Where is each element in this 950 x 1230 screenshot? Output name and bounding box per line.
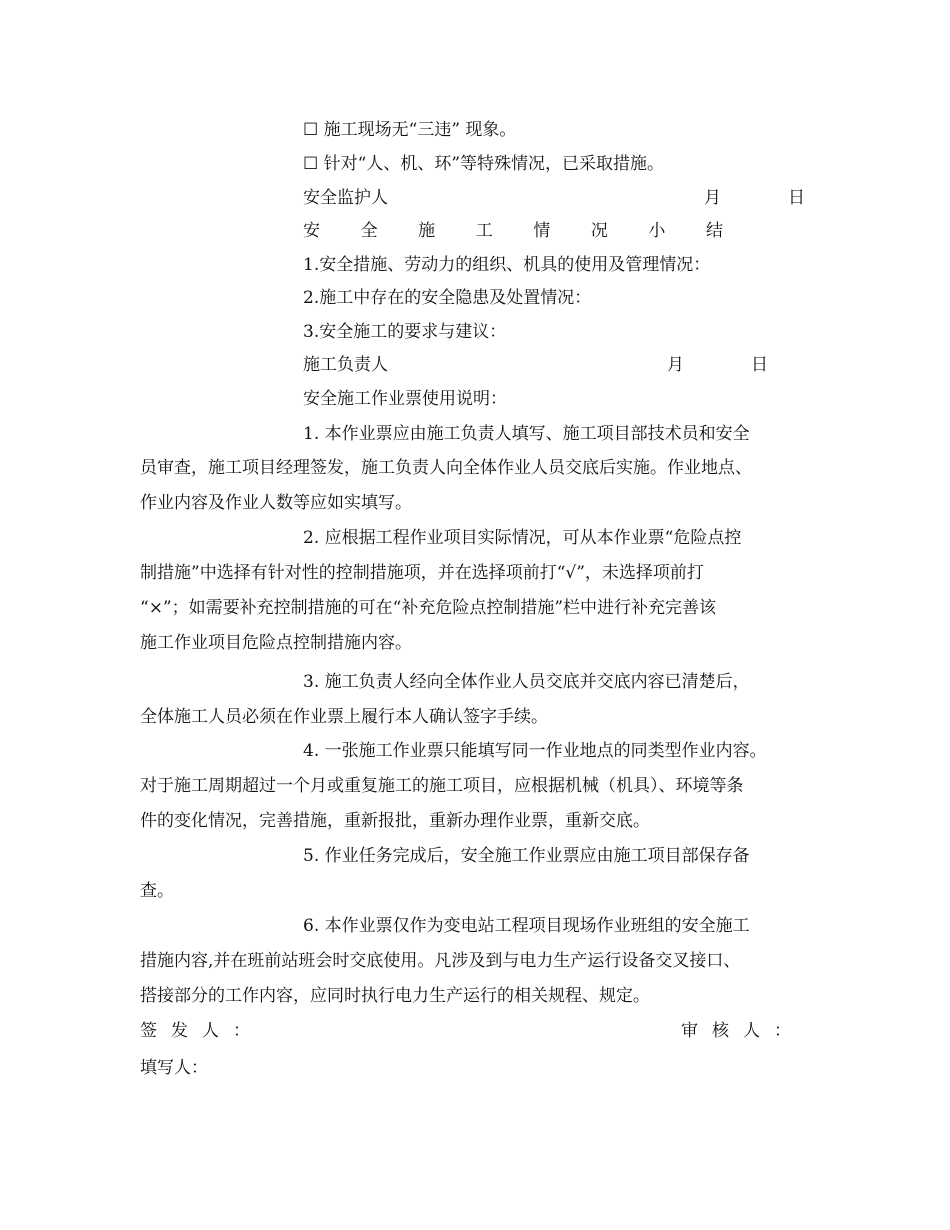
instructions-heading: 安全施工作业票使用说明： xyxy=(303,389,507,409)
summary-title-char: 全 xyxy=(360,221,378,241)
summary-item: 2.施工中存在的安全隐患及处置情况： xyxy=(303,288,592,308)
filler-label: 填写人： xyxy=(140,1058,208,1078)
summary-title-char: 结 xyxy=(705,221,723,241)
checklist-item-special-measures: ☐ 针对“人、机、环”等特殊情况，已采取措施。 xyxy=(303,154,665,174)
summary-title-char: 况 xyxy=(590,221,608,241)
instruction-line: 全体施工人员必须在作业票上履行本人确认签字手续。 xyxy=(140,707,548,727)
instruction-line: 查。 xyxy=(140,881,174,901)
instruction-line: 2. 应根据工程作业项目实际情况，可从本作业票“危险点控 xyxy=(303,528,742,548)
instruction-line: 搭接部分的工作内容，应同时执行电力生产运行的相关规程、规定。 xyxy=(140,986,650,1006)
summary-item: 3.安全施工的要求与建议： xyxy=(303,322,507,342)
leader-day: 日 xyxy=(751,355,768,375)
summary-title-char: 安 xyxy=(303,221,320,241)
guardian-day: 日 xyxy=(788,188,805,208)
instruction-line: 1. 本作业票应由施工负责人填写、施工项目部技术员和安全 xyxy=(303,424,750,444)
summary-item: 1.安全措施、劳动力的组织、机具的使用及管理情况： xyxy=(303,255,711,275)
reviewer-label: 审核人： xyxy=(681,1021,805,1041)
leader-label: 施工负责人 xyxy=(303,355,388,375)
summary-title-char: 工 xyxy=(475,221,493,241)
instruction-line: 3. 施工负责人经向全体作业人员交底并交底内容已清楚后， xyxy=(303,672,750,692)
summary-title xyxy=(303,220,723,242)
instruction-line: 作业内容及作业人数等应如实填写。 xyxy=(140,493,412,513)
issuer-label: 签发人： xyxy=(140,1021,264,1041)
summary-title-char: 施 xyxy=(418,221,436,241)
instruction-line: 6. 本作业票仅作为变电站工程项目现场作业班组的安全施工 xyxy=(303,916,750,936)
guardian-label: 安全监护人 xyxy=(303,188,388,208)
instruction-line: 5. 作业任务完成后，安全施工作业票应由施工项目部保存备 xyxy=(303,846,750,866)
instruction-line: 对于施工周期超过一个月或重复施工的施工项目，应根据机械（机具）、环境等条 xyxy=(140,776,744,796)
instruction-line: 员审查，施工项目经理签发，施工负责人向全体作业人员交底后实施。作业地点、 xyxy=(140,458,752,478)
summary-title-char: 小 xyxy=(648,221,666,241)
signature-row xyxy=(140,1020,805,1042)
checklist-item-no-violations: ☐ 施工现场无“三违” 现象。 xyxy=(303,120,517,140)
instruction-line: “×”；如需要补充控制措施的可在“补充危险点控制措施”栏中进行补充完善该 xyxy=(140,598,717,618)
guardian-month: 月 xyxy=(704,188,721,208)
leader-month: 月 xyxy=(667,355,684,375)
instruction-line: 制措施”中选择有针对性的控制措施项，并在选择项前打“√”，未选择项前打 xyxy=(140,563,704,583)
instruction-line: 施工作业项目危险点控制措施内容。 xyxy=(140,633,412,653)
summary-title-char: 情 xyxy=(533,221,551,241)
instruction-line: 4. 一张施工作业票只能填写同一作业地点的同类型作业内容。 xyxy=(303,741,767,761)
instruction-line: 件的变化情况，完善措施，重新报批，重新办理作业票，重新交底。 xyxy=(140,811,650,831)
instruction-line: 措施内容,并在班前站班会时交底使用。凡涉及到与电力生产运行设备交叉接口、 xyxy=(140,951,741,971)
